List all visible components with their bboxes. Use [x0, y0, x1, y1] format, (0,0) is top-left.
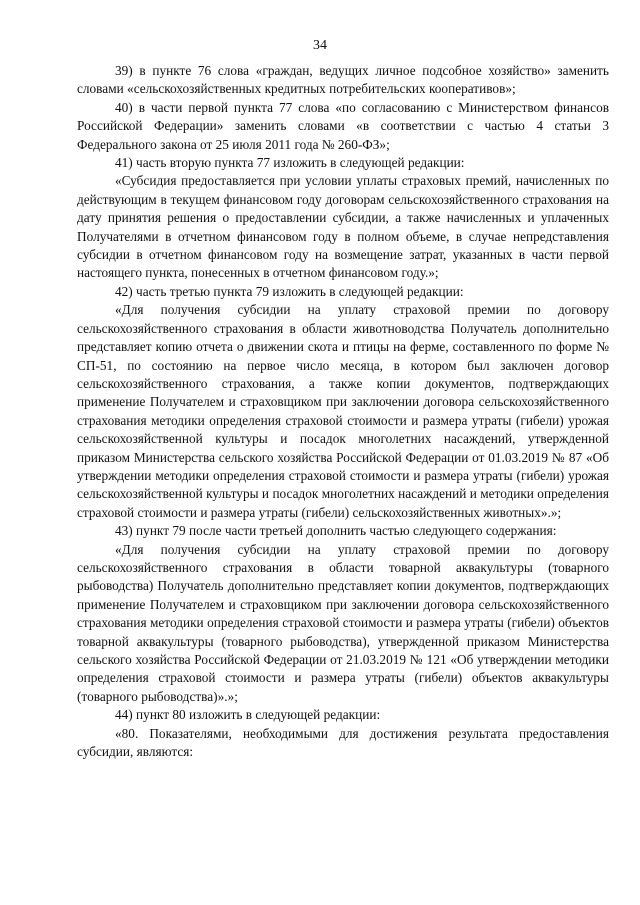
paragraph-item-41: 41) часть вторую пункта 77 изложить в следующей редакции:: [115, 155, 465, 171]
paragraph-item-43: 43) пункт 79 после части третьей дополнить частью следующего содержания:: [115, 523, 557, 539]
document-body: [77, 62, 609, 761]
page-number: 34: [313, 38, 327, 53]
paragraph-quote-43: «Для получения субсидии на уплату страховой премии по договору сельскохозяйственного страхования в области товарной аквакультуры (товарного рыбоводства) Получатель дополнительно представляет копии документов, подтверждающих применение Получателем и страховщиком при заключении договора сельскохозяйственного страхования методики определения страховой стоимости и размера утраты (гибели) объектов товарной аквакультуры (товарного рыбоводства), утвержденной приказом Министерства сельского хозяйства Российской Федерации от 21.03.2019 № 121 «Об утверждении методики определения страховой стоимости и размера утраты (гибели) объектов аквакультуры (товарного рыбоводства)».»;: [77, 541, 609, 704]
paragraph-item-39: 39) в пункте 76 слова «граждан, ведущих личное подсобное хозяйство» заменить словами «сельскохозяйственных кредитных потребительских кооперативов»;: [77, 63, 609, 97]
paragraph-quote-42: «Для получения субсидии на уплату страховой премии по договору сельскохозяйственного страхования в области животноводства Получатель дополнительно представляет копию отчета о движении скота и птицы на ферме, составленного по форме № СП-51, по состоянию на первое число месяца, в котором был заключен договор сельскохозяйственного страхования, а также копии документов, подтверждающих применение Получателем и страховщиком при заключении договора сельскохозяйственного страхования методики определения страховой стоимости и размера утраты (гибели) урожая сельскохозяйственной культуры и посадок многолетних насаждений, утвержденной приказом Министерства сельского хозяйства Российской Федерации от 01.03.2019 № 87 «Об утверждении методики определения страховой стоимости и размера утраты (гибели) урожая сельскохозяйственной культуры и посадок многолетних насаждений и методики определения страховой стоимости и размера утраты (гибели) сельскохозяйственных животных».»;: [77, 302, 609, 520]
paragraph-item-40: 40) в части первой пункта 77 слова «по согласованию с Министерством финансов Российской Федерации» заменить словами «в соответствии с частью 4 статьи 3 Федерального закона от 25 июля 2011 года № 260-ФЗ»;: [77, 99, 609, 152]
paragraph-quote-44: «80. Показателями, необходимыми для достижения результата предоставления субсидии, являются:: [77, 725, 609, 760]
paragraph-item-42: 42) часть третью пункта 79 изложить в следующей редакции:: [115, 283, 464, 299]
paragraph-quote-41: «Субсидия предоставляется при условии уплаты страховых премий, начисленных по действующим в текущем финансовом году договорам сельскохозяйственного страхования на дату принятия решения о предоставлении субсидии, а также начисленных и уплаченных Получателями в отчетном финансовом году в полном объеме, в случае непредставления субсидии в отчетном финансовом году на возмещение затрат, указанных в части первой настоящего пункта, понесенных в отчетном финансовом году.»;: [77, 173, 609, 281]
paragraph-item-44: 44) пункт 80 изложить в следующей редакции:: [115, 707, 381, 723]
